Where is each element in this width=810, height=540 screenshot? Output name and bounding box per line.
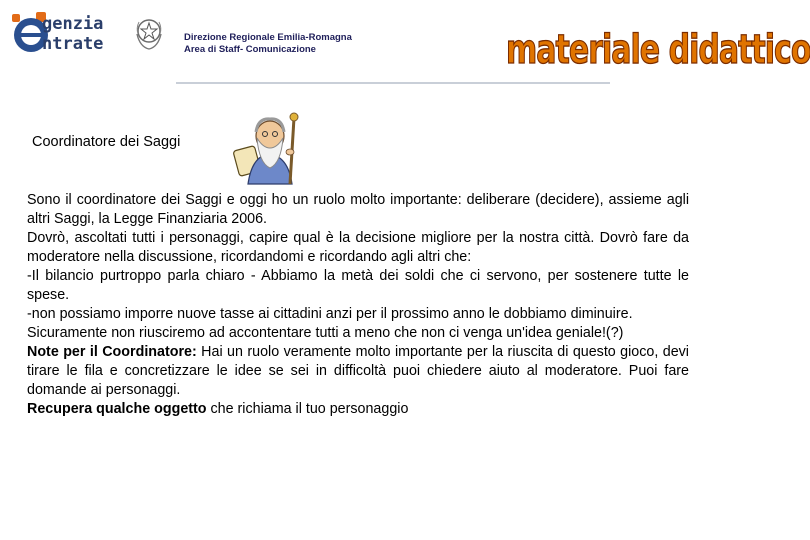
recover-text: che richiama il tuo personaggio xyxy=(206,401,409,417)
office-line-2: Area di Staff- Comunicazione xyxy=(184,44,316,55)
agenzia-entrate-logo xyxy=(12,12,132,56)
paragraph-budget: -Il bilancio purtroppo parla chiaro - Abbiamo la metà dei soldi che ci servono, per sostenere tutte le spese. xyxy=(27,268,689,303)
recover-label: Recupera qualche oggetto xyxy=(27,401,207,417)
sage-icon xyxy=(230,108,308,186)
materiale-didattico-stamp: materiale didattico xyxy=(506,26,810,74)
paragraph-idea: Sicuramente non riusciremo ad accontentare tutti a meno che non ci venga un'idea geniale!(?) xyxy=(27,325,624,341)
office-heading xyxy=(184,32,352,56)
paragraph-duties: Dovrò, ascoltati tutti i personaggi, capire qual è la decisione migliore per la nostra città. Dovrò fare da moderatore nella discussione, ricordandomi e ricordando agli altri che: xyxy=(27,230,689,265)
note-text: Hai un ruolo veramente molto importante per la riuscita di questo gioco, devi tirare le fila e concretizzare le idee se sei in difficoltà puoi chiedere aiuto al moderatore. Puoi fare domande ai personaggi. xyxy=(27,344,689,398)
paragraph-note xyxy=(27,343,689,400)
role-description xyxy=(27,191,689,419)
republic-emblem-icon xyxy=(134,14,164,52)
paragraph-recover xyxy=(27,400,689,419)
office-line-1: Direzione Regionale Emilia-Romagna xyxy=(184,32,352,43)
section-title: Coordinatore dei Saggi xyxy=(32,134,181,150)
header-divider xyxy=(176,82,610,84)
paragraph-taxes: -non possiamo imporre nuove tasse ai cittadini anzi per il prossimo anno le dobbiamo diminuire. xyxy=(27,306,633,322)
logo-accent-square xyxy=(12,14,20,22)
paragraph-intro: Sono il coordinatore dei Saggi e oggi ho un ruolo molto importante: deliberare (decidere), assieme agli altri Saggi, la Legge Finanziaria 2006. xyxy=(27,192,689,227)
logo-text-line1: genzia xyxy=(42,14,104,34)
note-label: Note per il Coordinatore: xyxy=(27,344,197,360)
logo-text-line2: ntrate xyxy=(42,34,104,54)
